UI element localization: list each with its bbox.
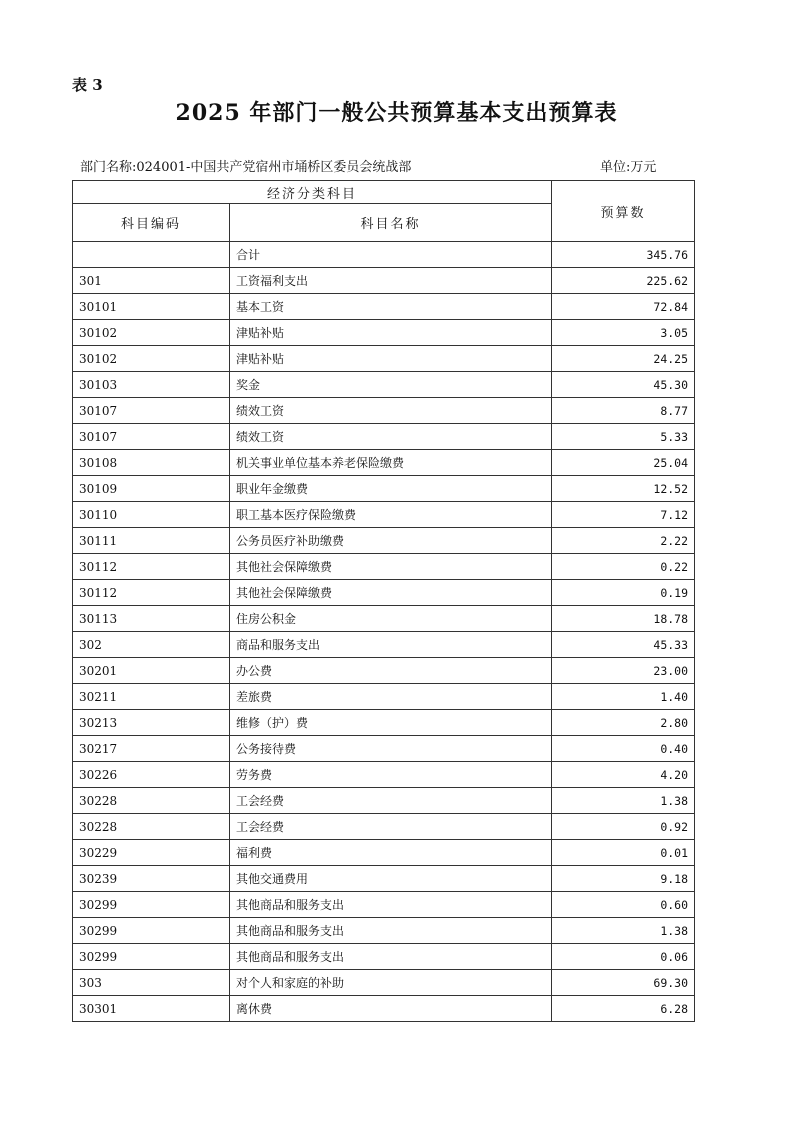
subject-code-cell: 30108 [73, 450, 230, 476]
department-name: 部门名称:024001-中国共产党宿州市埇桥区委员会统战部 [80, 160, 412, 175]
budget-amount-cell: 69.30 [552, 970, 695, 996]
table-row [73, 710, 695, 736]
budget-amount-cell: 1.38 [552, 918, 695, 944]
subject-name-cell: 绩效工资 [230, 424, 552, 450]
table-row [73, 762, 695, 788]
budget-amount-cell: 0.60 [552, 892, 695, 918]
table-number: 表 3 [72, 76, 103, 94]
subject-code-cell: 30213 [73, 710, 230, 736]
subject-name-cell: 其他商品和服务支出 [230, 944, 552, 970]
table-row [73, 944, 695, 970]
budget-amount-cell: 72.84 [552, 294, 695, 320]
subject-code-cell: 30107 [73, 424, 230, 450]
table-row [73, 970, 695, 996]
table-row [73, 320, 695, 346]
budget-amount-cell: 0.06 [552, 944, 695, 970]
subject-name-cell: 其他社会保障缴费 [230, 580, 552, 606]
subject-code-cell [73, 242, 230, 268]
budget-amount-cell: 345.76 [552, 242, 695, 268]
budget-amount-cell: 3.05 [552, 320, 695, 346]
table-row [73, 450, 695, 476]
subject-code-cell: 303 [73, 970, 230, 996]
subject-name-cell: 劳务费 [230, 762, 552, 788]
budget-amount-cell: 25.04 [552, 450, 695, 476]
unit-label: 单位:万元 [600, 160, 657, 175]
budget-amount-cell: 45.33 [552, 632, 695, 658]
budget-amount-cell: 0.40 [552, 736, 695, 762]
table-row [73, 684, 695, 710]
budget-amount-cell: 0.19 [552, 580, 695, 606]
budget-amount-cell: 0.01 [552, 840, 695, 866]
subject-name-cell: 公务接待费 [230, 736, 552, 762]
table-row [73, 658, 695, 684]
table-row [73, 242, 695, 268]
subject-code-cell: 30110 [73, 502, 230, 528]
budget-amount-cell: 12.52 [552, 476, 695, 502]
subject-code-cell: 30299 [73, 944, 230, 970]
table-row [73, 866, 695, 892]
table-row [73, 476, 695, 502]
budget-amount-cell: 0.92 [552, 814, 695, 840]
subject-name-cell: 工资福利支出 [230, 268, 552, 294]
subject-code-cell: 30229 [73, 840, 230, 866]
subject-name-cell: 津贴补贴 [230, 346, 552, 372]
subject-name-cell: 福利费 [230, 840, 552, 866]
subject-code-cell: 30112 [73, 554, 230, 580]
subject-name-cell: 其他商品和服务支出 [230, 918, 552, 944]
subject-code-cell: 30217 [73, 736, 230, 762]
subject-code-cell: 30301 [73, 996, 230, 1022]
table-row [73, 528, 695, 554]
subject-code-cell: 30239 [73, 866, 230, 892]
subject-code-cell: 30211 [73, 684, 230, 710]
table-row [73, 736, 695, 762]
table-row [73, 840, 695, 866]
subject-name-cell: 维修（护）费 [230, 710, 552, 736]
header-subject-name: 科目名称 [230, 204, 552, 242]
table-row [73, 502, 695, 528]
budget-amount-cell: 0.22 [552, 554, 695, 580]
budget-amount-cell: 1.38 [552, 788, 695, 814]
table-row [73, 372, 695, 398]
table-row [73, 398, 695, 424]
header-budget-amount: 预算数 [552, 181, 695, 242]
subject-name-cell: 其他商品和服务支出 [230, 892, 552, 918]
header-subject-code: 科目编码 [73, 204, 230, 242]
subject-code-cell: 30111 [73, 528, 230, 554]
budget-amount-cell: 23.00 [552, 658, 695, 684]
subject-code-cell: 30228 [73, 814, 230, 840]
subject-code-cell: 30201 [73, 658, 230, 684]
subject-code-cell: 30299 [73, 892, 230, 918]
budget-amount-cell: 45.30 [552, 372, 695, 398]
table-row [73, 554, 695, 580]
subject-code-cell: 30102 [73, 320, 230, 346]
budget-amount-cell: 1.40 [552, 684, 695, 710]
subject-name-cell: 职工基本医疗保险缴费 [230, 502, 552, 528]
budget-amount-cell: 18.78 [552, 606, 695, 632]
subject-name-cell: 住房公积金 [230, 606, 552, 632]
table-row [73, 918, 695, 944]
subject-name-cell: 津贴补贴 [230, 320, 552, 346]
table-row [73, 346, 695, 372]
subject-code-cell: 30109 [73, 476, 230, 502]
subject-code-cell: 30107 [73, 398, 230, 424]
page-title: 2025 年部门一般公共预算基本支出预算表 [175, 100, 618, 126]
subject-code-cell: 301 [73, 268, 230, 294]
subject-name-cell: 工会经费 [230, 788, 552, 814]
subject-name-cell: 职业年金缴费 [230, 476, 552, 502]
subject-name-cell: 合计 [230, 242, 552, 268]
subject-name-cell: 绩效工资 [230, 398, 552, 424]
budget-amount-cell: 24.25 [552, 346, 695, 372]
subject-name-cell: 其他交通费用 [230, 866, 552, 892]
subject-name-cell: 差旅费 [230, 684, 552, 710]
subject-name-cell: 机关事业单位基本养老保险缴费 [230, 450, 552, 476]
table-row [73, 424, 695, 450]
budget-amount-cell: 8.77 [552, 398, 695, 424]
subject-code-cell: 30113 [73, 606, 230, 632]
subject-code-cell: 30103 [73, 372, 230, 398]
budget-amount-cell: 225.62 [552, 268, 695, 294]
subject-name-cell: 公务员医疗补助缴费 [230, 528, 552, 554]
subject-name-cell: 商品和服务支出 [230, 632, 552, 658]
table-row [73, 606, 695, 632]
budget-amount-cell: 2.80 [552, 710, 695, 736]
table-row [73, 268, 695, 294]
budget-amount-cell: 6.28 [552, 996, 695, 1022]
table-row [73, 632, 695, 658]
subject-name-cell: 对个人和家庭的补助 [230, 970, 552, 996]
budget-amount-cell: 7.12 [552, 502, 695, 528]
subject-code-cell: 302 [73, 632, 230, 658]
subject-code-cell: 30102 [73, 346, 230, 372]
subject-name-cell: 奖金 [230, 372, 552, 398]
subject-name-cell: 工会经费 [230, 814, 552, 840]
table-row [73, 580, 695, 606]
subject-name-cell: 离休费 [230, 996, 552, 1022]
subject-code-cell: 30226 [73, 762, 230, 788]
table-row [73, 788, 695, 814]
budget-amount-cell: 2.22 [552, 528, 695, 554]
subject-code-cell: 30112 [73, 580, 230, 606]
table-row [73, 814, 695, 840]
subject-code-cell: 30299 [73, 918, 230, 944]
subject-code-cell: 30101 [73, 294, 230, 320]
table-row [73, 294, 695, 320]
budget-amount-cell: 9.18 [552, 866, 695, 892]
budget-amount-cell: 5.33 [552, 424, 695, 450]
table-row [73, 996, 695, 1022]
subject-code-cell: 30228 [73, 788, 230, 814]
table-row [73, 892, 695, 918]
header-row-group [73, 181, 695, 204]
budget-table [72, 180, 695, 1022]
header-economic-classification: 经济分类科目 [73, 181, 552, 204]
subject-name-cell: 办公费 [230, 658, 552, 684]
subject-name-cell: 其他社会保障缴费 [230, 554, 552, 580]
subject-name-cell: 基本工资 [230, 294, 552, 320]
budget-amount-cell: 4.20 [552, 762, 695, 788]
